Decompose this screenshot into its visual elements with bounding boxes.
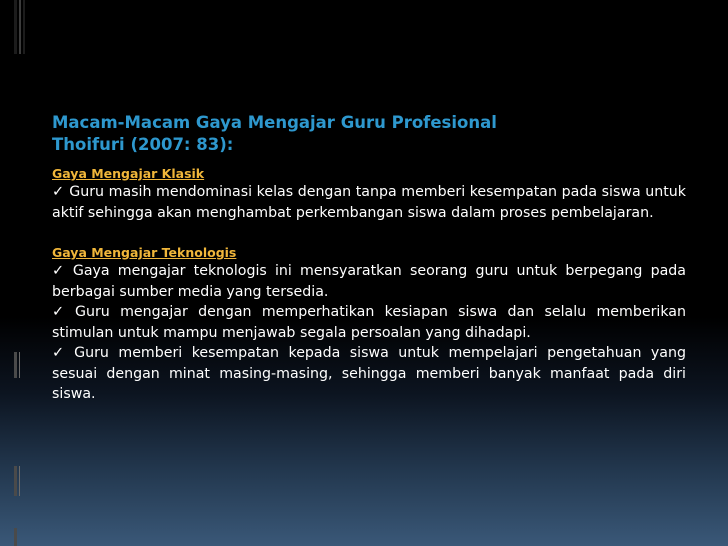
decorative-bar [14,0,17,54]
check-icon: ✓ [52,345,70,361]
decorative-bar [19,0,21,54]
bullet-item [52,182,686,223]
decorative-bar [23,0,25,54]
decorative-bar [19,466,20,496]
bullet-text: Guru masih mendominasi kelas dengan tanpa memberi kesempatan pada siswa untuk aktif sehingga akan menghambat perkembangan siswa dalam proses pembelajaran. [52,184,686,221]
bullet-text: Guru memberi kesempatan kepada siswa untuk mempelajari pengetahuan yang sesuai dengan minat masing-masing, sehingga memberi banyak manfaat pada diri siswa. [52,345,686,402]
bullet-item [52,261,686,302]
title-line-1: Macam-Macam Gaya Mengajar Guru Profesional [52,113,497,132]
bullet-text: Gaya mengajar teknologis ini mensyaratkan seorang guru untuk berpegang pada berbagai sumber media yang tersedia. [52,263,686,300]
decorative-bar [14,466,17,496]
bullet-text: Guru mengajar dengan memperhatikan kesiapan siswa dan selalu memberikan stimulan untuk mampu menjawab segala persoalan yang dihadapi. [52,304,686,341]
title-line-2: Thoifuri (2007: 83): [52,135,234,154]
slide-content [52,112,686,405]
check-icon: ✓ [52,263,68,279]
check-icon: ✓ [52,304,70,320]
decorative-bar [14,352,17,378]
slide-title [52,112,686,156]
bullet-item [52,302,686,343]
section-heading-teknologis: Gaya Mengajar Teknologis [52,245,237,260]
bullet-item [52,343,686,405]
section-heading-klasik: Gaya Mengajar Klasik [52,166,205,181]
decorative-bar [19,352,20,378]
decorative-bar [14,528,17,546]
check-icon: ✓ [52,184,65,200]
